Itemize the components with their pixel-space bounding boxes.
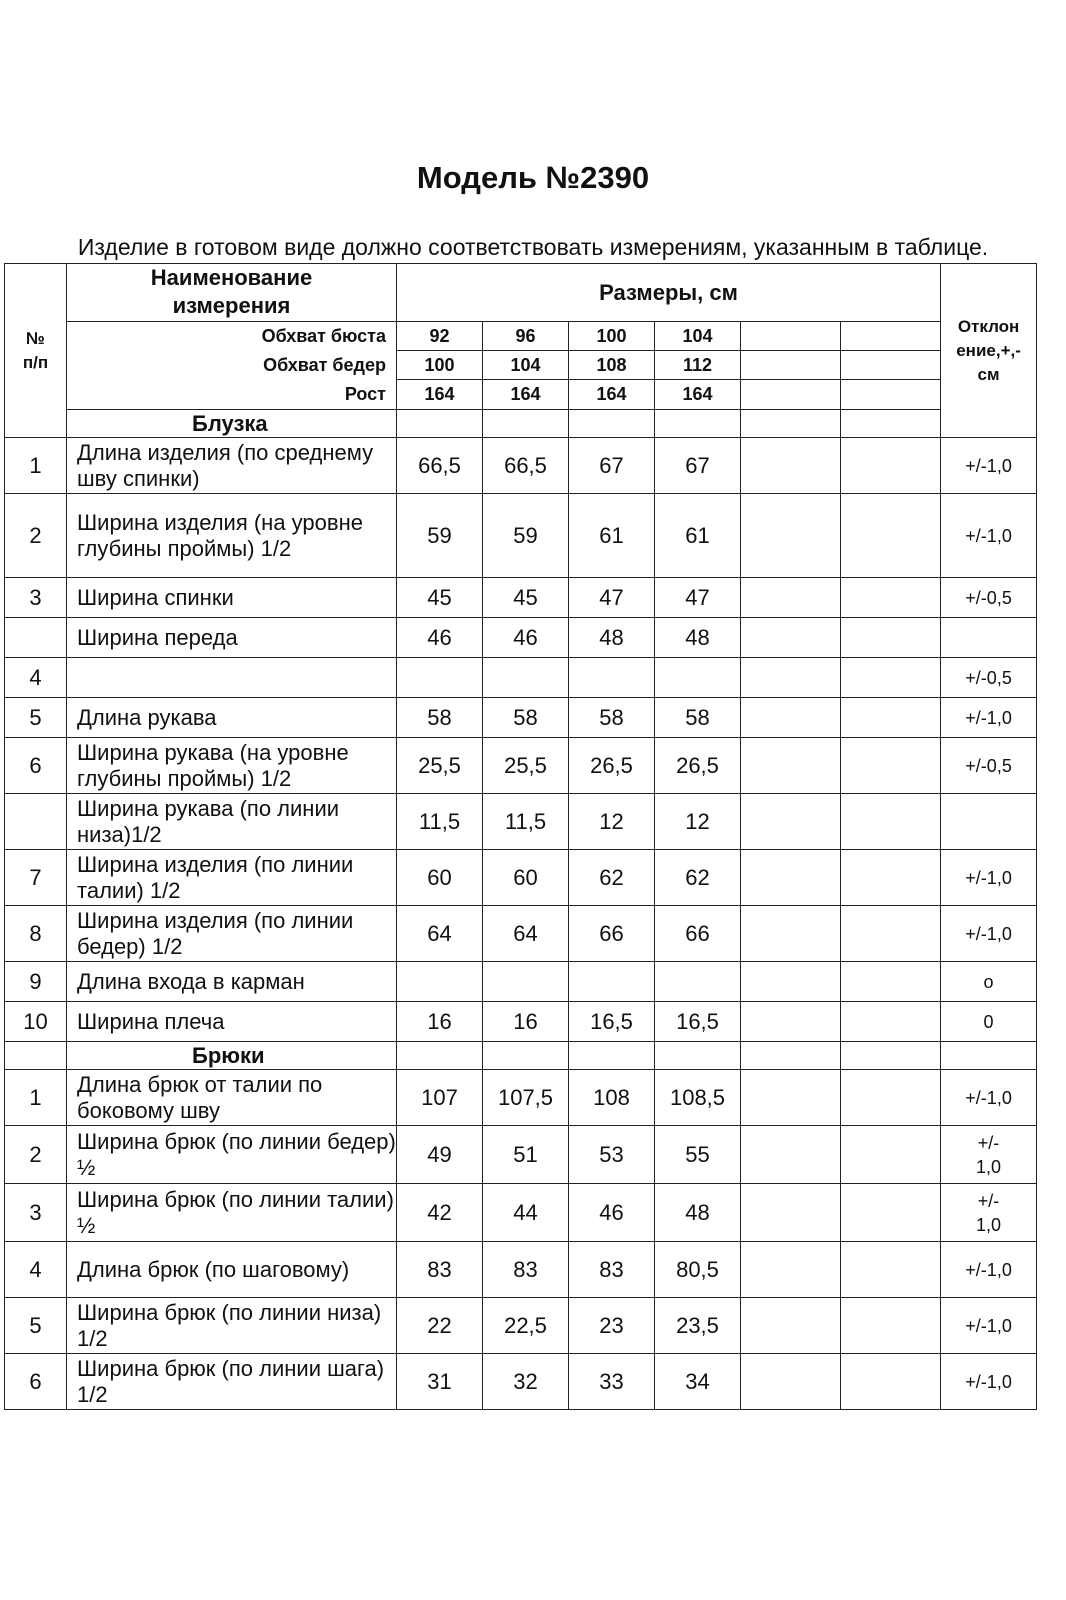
- row-value: 61: [569, 494, 655, 578]
- row-value: 16: [397, 1002, 483, 1042]
- row-value: 45: [397, 578, 483, 618]
- empty-cell: [841, 906, 941, 962]
- header-param-row: [5, 322, 1037, 351]
- section-title-row: [5, 410, 1037, 438]
- row-value: 46: [483, 618, 569, 658]
- row-value: [655, 658, 741, 698]
- row-value: 61: [655, 494, 741, 578]
- empty-cell: [741, 850, 841, 906]
- empty-cell: [841, 1070, 941, 1126]
- empty-cell: [741, 578, 841, 618]
- row-deviation: о: [941, 962, 1037, 1002]
- row-value: [569, 962, 655, 1002]
- empty-cell: [741, 794, 841, 850]
- row-deviation: +/- 1,0: [941, 1184, 1037, 1242]
- row-name: Ширина переда: [67, 618, 397, 658]
- row-value: 55: [655, 1126, 741, 1184]
- page-title: Модель №2390: [416, 160, 650, 195]
- row-value: 46: [569, 1184, 655, 1242]
- row-name: Ширина брюк (по линии шага) 1/2: [67, 1354, 397, 1410]
- row-value: 58: [397, 698, 483, 738]
- table-row: [5, 794, 1037, 850]
- row-value: 107,5: [483, 1070, 569, 1126]
- row-value: 49: [397, 1126, 483, 1184]
- empty-cell: [741, 738, 841, 794]
- empty-cell: [841, 1298, 941, 1354]
- row-number: 3: [5, 1184, 67, 1242]
- param-value: 100: [397, 351, 483, 380]
- param-value: 164: [569, 380, 655, 410]
- row-deviation: +/-1,0: [941, 494, 1037, 578]
- empty-cell: [841, 1242, 941, 1298]
- table-row: [5, 494, 1037, 578]
- row-number: 9: [5, 962, 67, 1002]
- header-sizes: Размеры, см: [397, 264, 941, 322]
- param-value: 164: [483, 380, 569, 410]
- empty-cell: [741, 698, 841, 738]
- row-name: Длина изделия (по среднему шву спинки): [67, 438, 397, 494]
- header-row-title: [5, 264, 1037, 322]
- empty-cell: [841, 962, 941, 1002]
- empty-cell: [397, 410, 483, 438]
- row-name: [67, 658, 397, 698]
- row-value: 66: [569, 906, 655, 962]
- empty-cell: [741, 1042, 841, 1070]
- row-deviation: +/-0,5: [941, 578, 1037, 618]
- row-value: 11,5: [483, 794, 569, 850]
- row-value: 12: [655, 794, 741, 850]
- row-value: 42: [397, 1184, 483, 1242]
- row-name: Ширина плеча: [67, 1002, 397, 1042]
- row-number: 6: [5, 738, 67, 794]
- row-deviation: +/-1,0: [941, 698, 1037, 738]
- row-value: 58: [569, 698, 655, 738]
- header-deviation: Отклон ение,+,- см: [941, 264, 1037, 438]
- row-value: 83: [569, 1242, 655, 1298]
- table-row: [5, 1298, 1037, 1354]
- empty-cell: [741, 380, 841, 410]
- row-deviation: +/-1,0: [941, 1242, 1037, 1298]
- empty-cell: [841, 494, 941, 578]
- row-number: 2: [5, 494, 67, 578]
- row-value: 60: [397, 850, 483, 906]
- table-row: [5, 962, 1037, 1002]
- row-value: 66,5: [483, 438, 569, 494]
- empty-cell: [841, 1042, 941, 1070]
- empty-cell: [841, 438, 941, 494]
- row-value: [397, 658, 483, 698]
- empty-cell: [841, 1184, 941, 1242]
- row-deviation: 0: [941, 1002, 1037, 1042]
- row-name: Ширина брюк (по линии низа) 1/2: [67, 1298, 397, 1354]
- row-value: 59: [397, 494, 483, 578]
- table-row: [5, 1070, 1037, 1126]
- empty-cell: [841, 351, 941, 380]
- empty-cell: [741, 410, 841, 438]
- row-number: 8: [5, 906, 67, 962]
- row-value: 23,5: [655, 1298, 741, 1354]
- param-value: 164: [655, 380, 741, 410]
- row-value: [569, 658, 655, 698]
- param-value: 112: [655, 351, 741, 380]
- table-row: [5, 850, 1037, 906]
- page-subtitle: Изделие в готовом виде должно соответствовать измерениям, указанным в таблице.: [77, 234, 989, 260]
- row-value: 25,5: [483, 738, 569, 794]
- empty-cell: [841, 578, 941, 618]
- empty-cell: [841, 1354, 941, 1410]
- row-deviation: +/-1,0: [941, 438, 1037, 494]
- row-value: 53: [569, 1126, 655, 1184]
- row-value: 59: [483, 494, 569, 578]
- row-value: 16: [483, 1002, 569, 1042]
- row-number: 4: [5, 658, 67, 698]
- row-value: 22: [397, 1298, 483, 1354]
- empty-cell: [483, 410, 569, 438]
- row-number: 2: [5, 1126, 67, 1184]
- row-deviation: +/-0,5: [941, 738, 1037, 794]
- row-deviation: [941, 794, 1037, 850]
- row-value: 45: [483, 578, 569, 618]
- row-value: 66,5: [397, 438, 483, 494]
- row-value: 58: [655, 698, 741, 738]
- empty-cell: [741, 618, 841, 658]
- section-title: Блузка: [67, 410, 397, 438]
- empty-cell: [741, 1298, 841, 1354]
- row-value: 11,5: [397, 794, 483, 850]
- empty-cell: [741, 1002, 841, 1042]
- empty-cell: [741, 494, 841, 578]
- empty-cell: [741, 658, 841, 698]
- table-row: [5, 1126, 1037, 1184]
- empty-cell: [841, 658, 941, 698]
- empty-cell: [841, 1002, 941, 1042]
- empty-cell: [483, 1042, 569, 1070]
- table-row: [5, 658, 1037, 698]
- row-value: 67: [655, 438, 741, 494]
- param-label: Обхват бюста: [67, 322, 397, 351]
- row-value: 22,5: [483, 1298, 569, 1354]
- row-name: Ширина спинки: [67, 578, 397, 618]
- row-number: 3: [5, 578, 67, 618]
- row-number: 4: [5, 1242, 67, 1298]
- row-name: Ширина брюк (по линии бедер) ½: [67, 1126, 397, 1184]
- row-deviation: +/-1,0: [941, 1070, 1037, 1126]
- row-deviation: [941, 618, 1037, 658]
- empty-cell: [841, 322, 941, 351]
- row-value: 48: [569, 618, 655, 658]
- row-value: 48: [655, 1184, 741, 1242]
- row-value: [397, 962, 483, 1002]
- empty-cell: [841, 1126, 941, 1184]
- param-value: 164: [397, 380, 483, 410]
- param-label: Обхват бедер: [67, 351, 397, 380]
- row-value: 64: [397, 906, 483, 962]
- table-body: [5, 264, 1037, 1410]
- empty-cell: [569, 410, 655, 438]
- empty-cell: [741, 1070, 841, 1126]
- row-value: [483, 962, 569, 1002]
- row-deviation: +/- 1,0: [941, 1126, 1037, 1184]
- row-value: 60: [483, 850, 569, 906]
- row-deviation: +/-1,0: [941, 906, 1037, 962]
- row-number: 7: [5, 850, 67, 906]
- empty-cell: [741, 962, 841, 1002]
- row-name: Длина входа в карман: [67, 962, 397, 1002]
- empty-cell: [741, 322, 841, 351]
- empty-cell: [941, 1042, 1037, 1070]
- empty-cell: [841, 850, 941, 906]
- row-name: Длина брюк от талии по боковому шву: [67, 1070, 397, 1126]
- row-name: Ширина рукава (по линии низа)1/2: [67, 794, 397, 850]
- row-name: Ширина брюк (по линии талии) ½: [67, 1184, 397, 1242]
- section-title: Брюки: [67, 1042, 397, 1070]
- empty-cell: [841, 794, 941, 850]
- row-value: 108,5: [655, 1070, 741, 1126]
- empty-cell: [841, 410, 941, 438]
- param-label: Рост: [67, 380, 397, 410]
- row-value: 23: [569, 1298, 655, 1354]
- row-name: Ширина изделия (на уровне глубины проймы) 1/2: [67, 494, 397, 578]
- empty-cell: [569, 1042, 655, 1070]
- row-number: 5: [5, 1298, 67, 1354]
- param-value: 100: [569, 322, 655, 351]
- row-value: 51: [483, 1126, 569, 1184]
- empty-cell: [841, 738, 941, 794]
- empty-cell: [741, 438, 841, 494]
- header-name: Наименование измерения: [67, 264, 397, 322]
- table-row: [5, 438, 1037, 494]
- table-row: [5, 698, 1037, 738]
- empty-cell: [741, 351, 841, 380]
- row-value: [655, 962, 741, 1002]
- row-value: 47: [655, 578, 741, 618]
- row-value: 46: [397, 618, 483, 658]
- row-value: 34: [655, 1354, 741, 1410]
- row-value: 25,5: [397, 738, 483, 794]
- empty-cell: [741, 1184, 841, 1242]
- row-name: Длина рукава: [67, 698, 397, 738]
- row-value: 64: [483, 906, 569, 962]
- section-title-row: [5, 1042, 1037, 1070]
- param-value: 104: [483, 351, 569, 380]
- row-value: 32: [483, 1354, 569, 1410]
- empty-cell: [397, 1042, 483, 1070]
- row-value: 108: [569, 1070, 655, 1126]
- table-row: [5, 1242, 1037, 1298]
- row-deviation: +/-1,0: [941, 1298, 1037, 1354]
- row-deviation: +/-0,5: [941, 658, 1037, 698]
- row-value: 67: [569, 438, 655, 494]
- empty-cell: [741, 1242, 841, 1298]
- row-number: 5: [5, 698, 67, 738]
- empty-cell: [655, 1042, 741, 1070]
- empty-cell: [841, 618, 941, 658]
- empty-cell: [741, 1126, 841, 1184]
- row-value: 83: [483, 1242, 569, 1298]
- table-row: [5, 906, 1037, 962]
- row-number: 1: [5, 1070, 67, 1126]
- table-row: [5, 578, 1037, 618]
- header-param-row: [5, 351, 1037, 380]
- row-value: 31: [397, 1354, 483, 1410]
- row-number: 1: [5, 438, 67, 494]
- row-name: Ширина изделия (по линии бедер) 1/2: [67, 906, 397, 962]
- row-number: [5, 618, 67, 658]
- param-value: 108: [569, 351, 655, 380]
- row-number: 10: [5, 1002, 67, 1042]
- table-row: [5, 738, 1037, 794]
- row-value: 58: [483, 698, 569, 738]
- row-number: [5, 794, 67, 850]
- empty-cell: [741, 906, 841, 962]
- row-value: 47: [569, 578, 655, 618]
- row-value: 83: [397, 1242, 483, 1298]
- row-number: 6: [5, 1354, 67, 1410]
- row-value: 12: [569, 794, 655, 850]
- row-value: 26,5: [569, 738, 655, 794]
- param-value: 92: [397, 322, 483, 351]
- row-value: 26,5: [655, 738, 741, 794]
- row-deviation: +/-1,0: [941, 1354, 1037, 1410]
- row-value: 16,5: [569, 1002, 655, 1042]
- row-name: Ширина рукава (на уровне глубины проймы) 1/2: [67, 738, 397, 794]
- table-row: [5, 618, 1037, 658]
- row-value: 33: [569, 1354, 655, 1410]
- row-value: [483, 658, 569, 698]
- empty-cell: [841, 380, 941, 410]
- row-value: 62: [569, 850, 655, 906]
- table-row: [5, 1354, 1037, 1410]
- row-value: 62: [655, 850, 741, 906]
- row-name: Длина брюк (по шаговому): [67, 1242, 397, 1298]
- header-npp: № п/п: [5, 264, 67, 438]
- empty-cell: [841, 698, 941, 738]
- table-row: [5, 1184, 1037, 1242]
- row-value: 80,5: [655, 1242, 741, 1298]
- measurements-table: [4, 263, 1037, 1410]
- empty-cell: [5, 1042, 67, 1070]
- header-param-row: [5, 380, 1037, 410]
- empty-cell: [655, 410, 741, 438]
- row-value: 66: [655, 906, 741, 962]
- row-value: 44: [483, 1184, 569, 1242]
- table-row: [5, 1002, 1037, 1042]
- row-value: 48: [655, 618, 741, 658]
- row-deviation: +/-1,0: [941, 850, 1037, 906]
- row-value: 107: [397, 1070, 483, 1126]
- row-name: Ширина изделия (по линии талии) 1/2: [67, 850, 397, 906]
- param-value: 104: [655, 322, 741, 351]
- empty-cell: [741, 1354, 841, 1410]
- row-value: 16,5: [655, 1002, 741, 1042]
- param-value: 96: [483, 322, 569, 351]
